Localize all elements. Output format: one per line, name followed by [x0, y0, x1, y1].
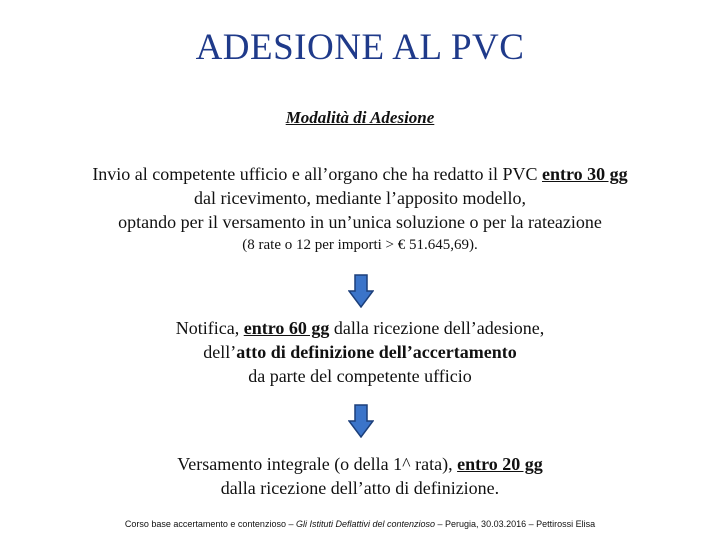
deadline-60-days: entro 60 gg: [243, 318, 330, 338]
slide-footer: Corso base accertamento e contenzioso – Gli Istituti Deflattivi del contenzioso – Perugia, 30.03.2016 – Pettirossi Elisa: [124, 519, 596, 529]
step-3-line-2: dalla ricezione dell’atto di definizione.: [220, 478, 500, 498]
page-title: ADESIONE AL PVC: [195, 27, 525, 68]
step-1-text: [0, 162, 720, 256]
down-arrow-icon: [348, 274, 374, 308]
page-subtitle: Modalità di Adesione: [285, 108, 435, 127]
atto-definizione: atto di definizione dell’accertamento: [236, 342, 517, 362]
step-3-text: [0, 452, 720, 500]
step-3-line-1: Versamento integrale (o della 1^ rata), entro 20 gg: [177, 454, 543, 474]
step-2-line-1: Notifica, entro 60 gg dalla ricezione dell’adesione,: [175, 318, 545, 338]
down-arrow-icon: [348, 404, 374, 438]
step-2-line-3: da parte del competente ufficio: [248, 366, 472, 386]
step-1-line-2: dal ricevimento, mediante l’apposito modello,: [194, 188, 526, 208]
step-2-line-2: dell’atto di definizione dell’accertamento: [203, 342, 517, 362]
step-1-line-1: Invio al competente ufficio e all’organo che ha redatto il PVC entro 30 gg: [92, 164, 628, 184]
deadline-20-days: entro 20 gg: [457, 454, 543, 474]
step-1-line-4: (8 rate o 12 per importi > € 51.645,69).: [242, 237, 478, 253]
step-2-text: [0, 316, 720, 388]
deadline-30-days: entro 30 gg: [542, 164, 628, 184]
step-1-line-3: optando per il versamento in un’unica soluzione o per la rateazione: [118, 212, 602, 232]
